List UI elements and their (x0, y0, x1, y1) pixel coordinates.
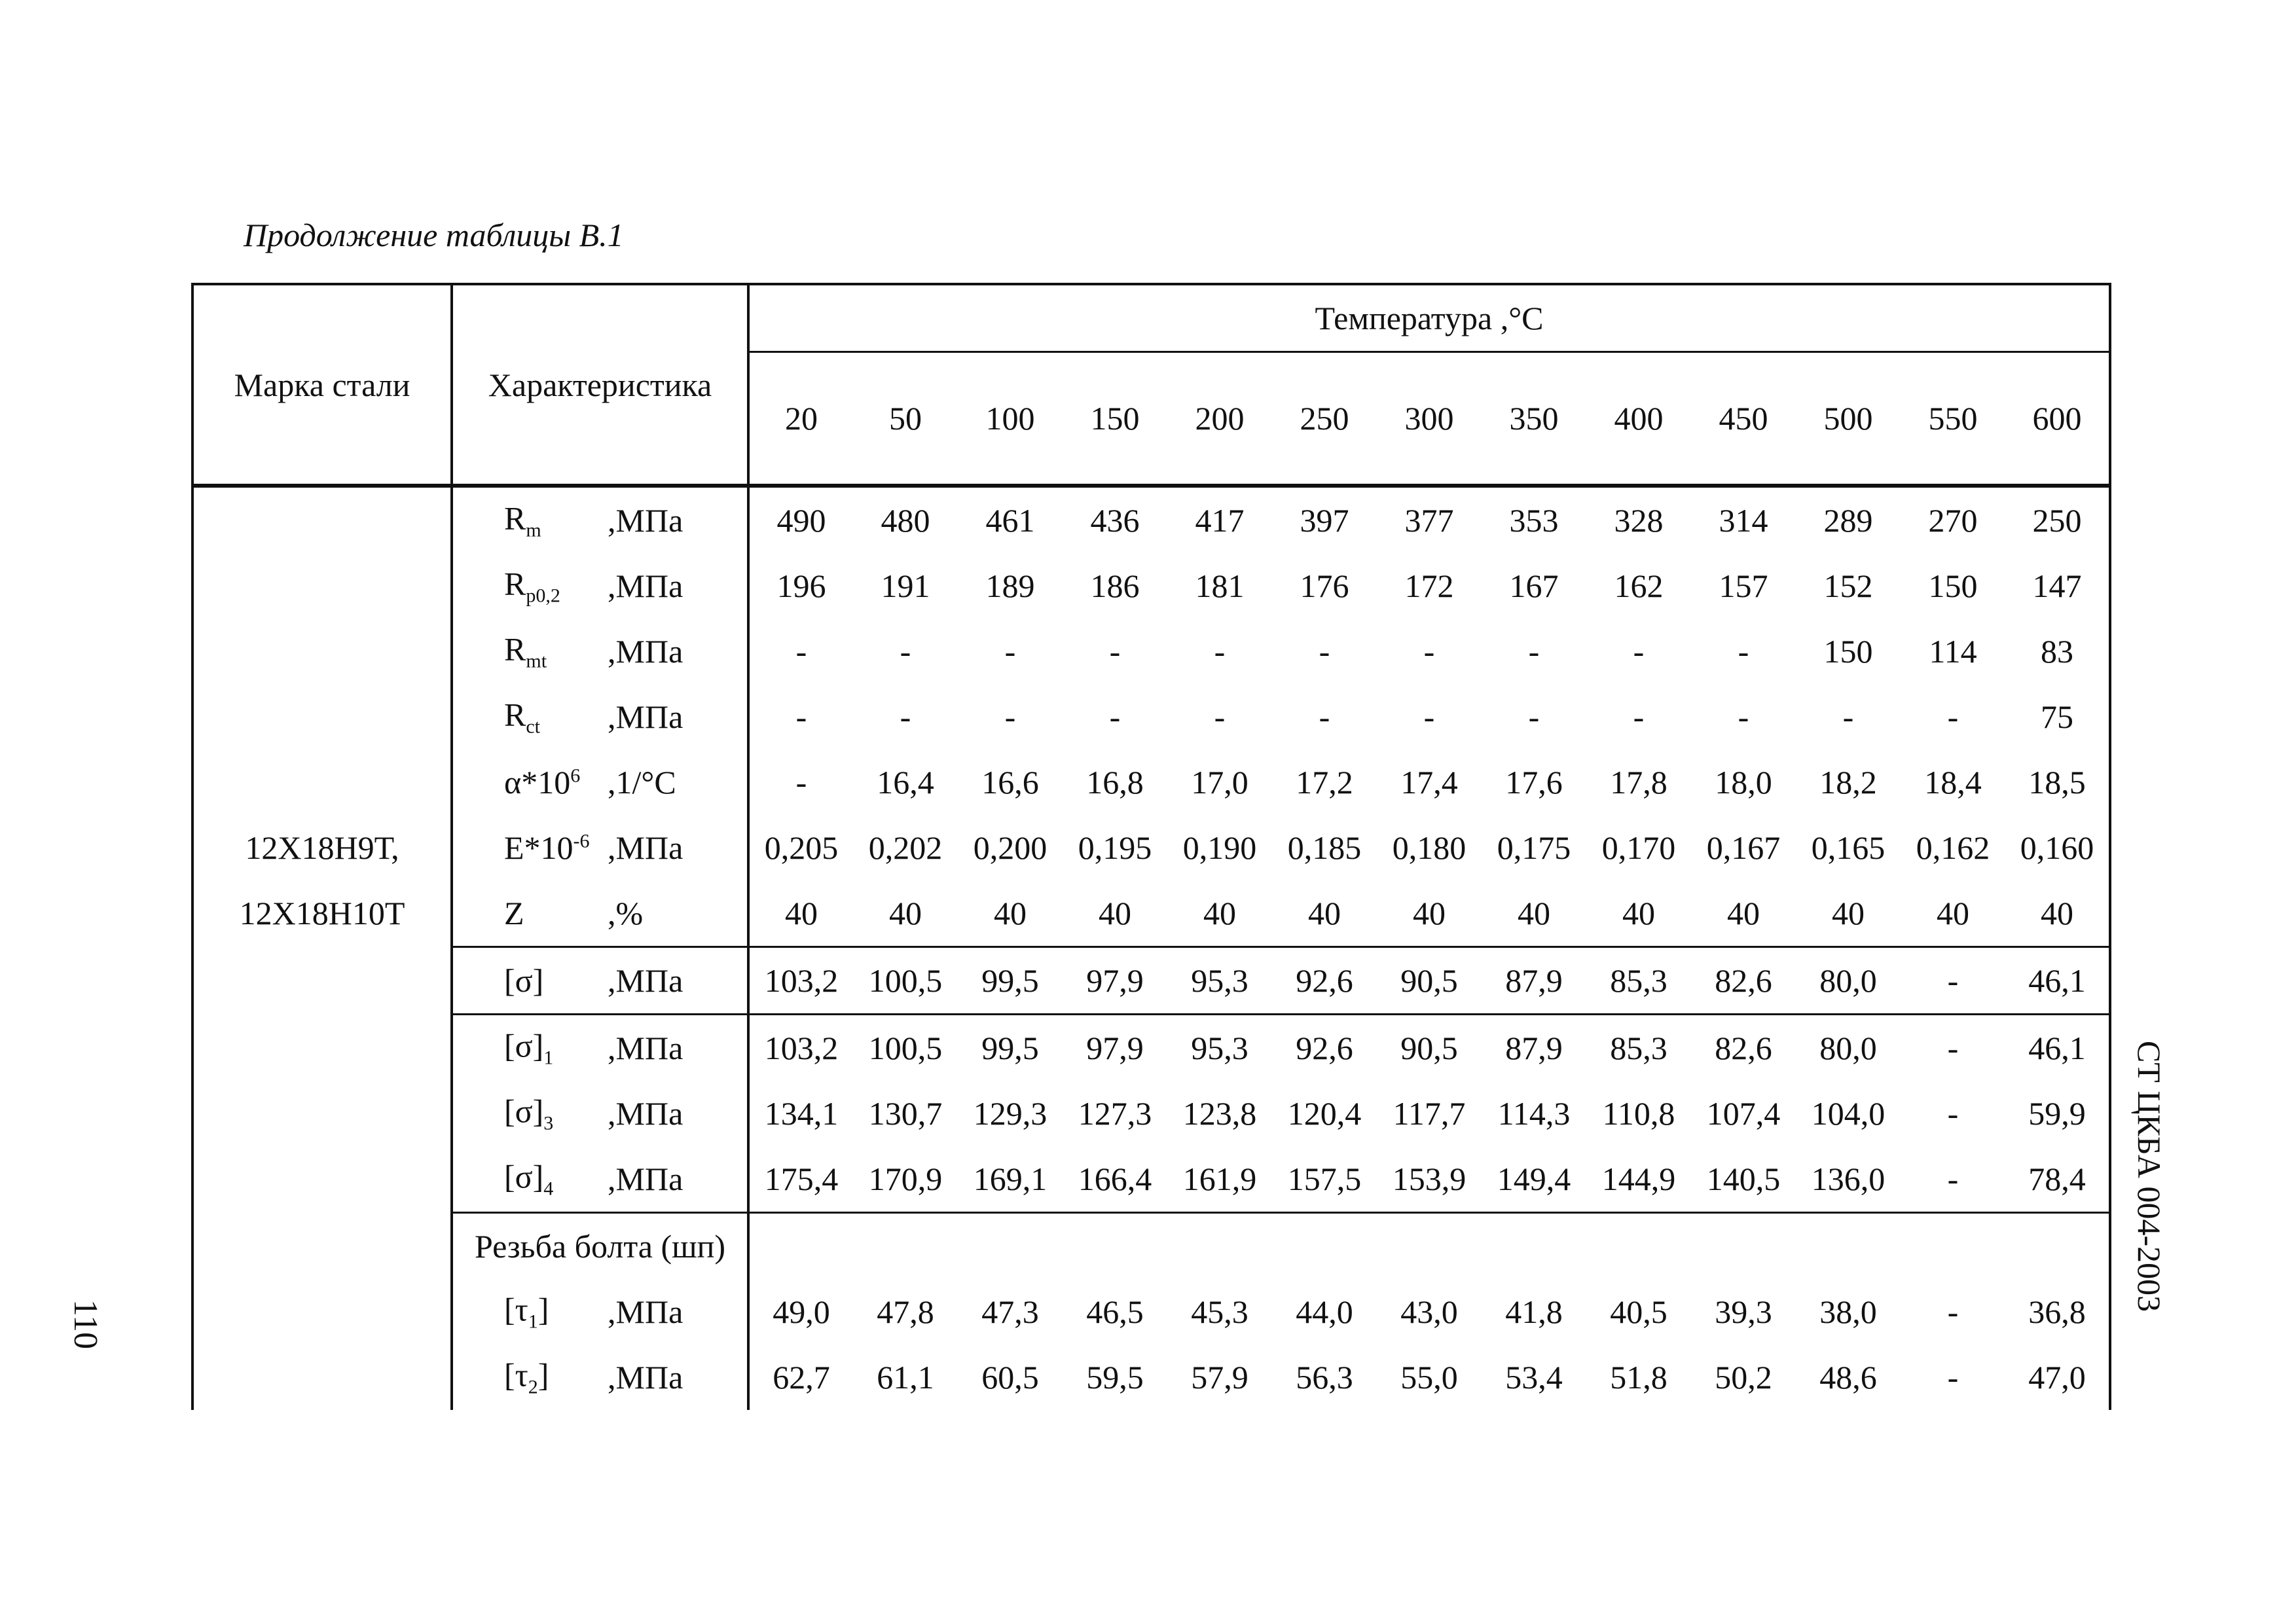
value-cell: 62,7 (773, 1359, 830, 1396)
value-cell: - (1901, 1015, 2005, 1081)
value-cell: 97,9 (1063, 1015, 1167, 1081)
temperature-header: Температура ,°C (748, 284, 2110, 352)
value-cell: 136,0 (1811, 1161, 1886, 1197)
symbol-superscript: -6 (573, 830, 590, 852)
symbol-text: [σ] (504, 1027, 544, 1064)
characteristic-cell (453, 1146, 747, 1212)
empty-cell (748, 1213, 2110, 1280)
value-cell: 85,3 (1586, 947, 1691, 1015)
value-cell: 196 (776, 568, 826, 604)
value-cell: 161,9 (1182, 1161, 1257, 1197)
temp-cell: 50 (889, 400, 922, 437)
value-cell: - (1004, 698, 1016, 735)
value-cell: - (1738, 698, 1749, 735)
value-cell: 87,9 (1482, 1015, 1586, 1081)
value-cell: 87,9 (1482, 947, 1586, 1015)
symbol-text: Z (504, 895, 524, 931)
characteristic-td (452, 1344, 748, 1410)
value-cell: 47,0 (2005, 1344, 2110, 1410)
value-cell: 353 (1509, 502, 1559, 539)
symbol-text: R (504, 696, 526, 733)
value-cell: 17,0 (1191, 764, 1248, 801)
symbol-close: ] (538, 1291, 549, 1328)
characteristic-cell (453, 684, 747, 749)
symbol-text: [τ (504, 1356, 528, 1394)
table-row (192, 619, 2110, 684)
value-cell: 17,2 (1296, 764, 1353, 801)
value-cell: - (1109, 698, 1121, 735)
value-cell: 140,5 (1706, 1161, 1781, 1197)
value-cell: 100,5 (853, 1015, 958, 1081)
value-cell: 99,5 (958, 947, 1063, 1015)
value-cell: 175,4 (764, 1161, 839, 1197)
symbol-subscript: 2 (528, 1376, 538, 1398)
unit: ,МПа (608, 1095, 683, 1132)
value-cell: 61,1 (877, 1359, 934, 1396)
value-cell: 40 (1518, 895, 1550, 931)
value-cell: 103,2 (748, 1015, 853, 1081)
value-cell: 80,0 (1796, 1015, 1901, 1081)
value-cell: 0,160 (2005, 815, 2110, 880)
characteristic-cell (453, 553, 747, 619)
unit: ,МПа (608, 1030, 683, 1066)
value-cell: 47,8 (877, 1293, 934, 1330)
value-cell: 186 (1090, 568, 1140, 604)
value-cell: - (795, 633, 807, 670)
value-cell: - (1842, 698, 1854, 735)
table-row (192, 553, 2110, 619)
value-cell: 129,3 (973, 1095, 1048, 1132)
value-cell: 39,3 (1715, 1293, 1772, 1330)
temp-cell: 350 (1509, 400, 1559, 437)
characteristic-td (452, 815, 748, 880)
temp-cell: 300 (1404, 400, 1454, 437)
page-number: 110 (67, 1299, 104, 1350)
value-cell: - (1738, 633, 1749, 670)
value-cell: 40 (1622, 895, 1655, 931)
unit: ,1/°C (608, 764, 676, 801)
temp-cell: 150 (1090, 400, 1140, 437)
characteristic-td (452, 1279, 748, 1344)
unit: ,МПа (608, 502, 683, 539)
value-cell: 270 (1928, 502, 1978, 539)
value-cell: - (1004, 633, 1016, 670)
value-cell: 95,3 (1167, 947, 1272, 1015)
value-cell: 40 (2005, 880, 2110, 947)
document-code: СТ ЦКБА 004-2003 (2131, 1041, 2168, 1312)
value-cell: - (900, 698, 911, 735)
value-cell: 95,3 (1167, 1015, 1272, 1081)
value-cell: 75 (2005, 684, 2110, 749)
symbol-text: R (504, 565, 526, 602)
value-cell: 40 (1203, 895, 1236, 931)
value-cell: 90,5 (1377, 1015, 1482, 1081)
value-cell: 90,5 (1377, 947, 1482, 1015)
value-cell: 78,4 (2005, 1146, 2110, 1213)
value-cell: 152 (1823, 568, 1873, 604)
unit: ,% (608, 895, 644, 931)
value-cell: - (1528, 698, 1540, 735)
symbol-text: [σ] (504, 1158, 544, 1195)
symbol-subscript: 1 (543, 1047, 554, 1069)
characteristic-td (452, 619, 748, 684)
value-cell: 82,6 (1691, 1015, 1796, 1081)
symbol-subscript: ct (526, 715, 541, 738)
value-cell: 314 (1719, 502, 1768, 539)
symbol (504, 894, 524, 932)
value-cell: 49,0 (773, 1293, 830, 1330)
value-cell: 436 (1090, 502, 1140, 539)
symbol-subscript: mt (526, 650, 547, 672)
table-row (192, 749, 2110, 815)
value-cell: 40 (1413, 895, 1446, 931)
value-cell: 46,1 (2005, 1015, 2110, 1081)
value-cell: 99,5 (958, 1015, 1063, 1081)
symbol-subscript: 1 (528, 1310, 538, 1333)
characteristic-td (452, 1081, 748, 1146)
value-cell: 17,6 (1505, 764, 1563, 801)
bolt-thread-label: Резьба болта (шп) (452, 1213, 748, 1280)
temp-cell: 450 (1719, 400, 1768, 437)
value-cell: 59,9 (2005, 1081, 2110, 1146)
table-row (192, 1344, 2110, 1410)
value-cell: 82,6 (1691, 947, 1796, 1015)
value-cell: - (1214, 633, 1226, 670)
table-caption: Продолжение таблицы В.1 (244, 217, 624, 253)
value-cell: 127,3 (1078, 1095, 1152, 1132)
value-cell: 0,180 (1392, 829, 1467, 866)
value-cell: 100,5 (853, 947, 958, 1015)
value-cell: - (1947, 1161, 1959, 1197)
value-cell: 169,1 (973, 1161, 1048, 1197)
value-cell: 40,5 (1610, 1293, 1667, 1330)
value-cell: - (795, 764, 807, 801)
table-row (192, 947, 2110, 1015)
value-cell: 97,9 (1063, 947, 1167, 1015)
symbol-text: E*10 (504, 829, 574, 866)
symbol (504, 1092, 553, 1135)
value-cell: 328 (1614, 502, 1664, 539)
value-cell: 157,5 (1287, 1161, 1362, 1197)
symbol-text: [σ] (504, 1092, 544, 1130)
value-cell: 85,3 (1586, 1015, 1691, 1081)
value-cell: - (1633, 633, 1645, 670)
value-cell: 40 (1727, 895, 1760, 931)
value-cell: 41,8 (1505, 1293, 1563, 1330)
value-cell: 92,6 (1272, 1015, 1377, 1081)
value-cell: 134,1 (764, 1095, 839, 1132)
value-cell: 107,4 (1706, 1095, 1781, 1132)
value-cell: 461 (985, 502, 1035, 539)
steel-grade-line: 12Х18Н10Т (239, 895, 405, 931)
value-cell: 50,2 (1715, 1359, 1772, 1396)
value-cell: 0,175 (1497, 829, 1571, 866)
value-cell: - (1528, 633, 1540, 670)
symbol-text: R (504, 499, 526, 537)
symbol-text: R (504, 630, 526, 668)
value-cell: 36,8 (2005, 1279, 2110, 1344)
value-cell: 46,1 (2005, 947, 2110, 1015)
temp-cell: 20 (785, 400, 818, 437)
value-cell: 92,6 (1272, 947, 1377, 1015)
symbol-subscript: 3 (543, 1112, 554, 1134)
value-cell: 0,202 (868, 829, 943, 866)
symbol (504, 1027, 553, 1070)
temp-cell: 400 (1614, 400, 1664, 437)
symbol-subscript: 4 (543, 1178, 554, 1200)
symbol-subscript: p0,2 (526, 585, 560, 607)
value-cell: 16,8 (1086, 764, 1144, 801)
value-cell: - (1214, 698, 1226, 735)
symbol-text: [τ (504, 1291, 528, 1328)
value-cell: 38,0 (1819, 1293, 1877, 1330)
symbol (504, 1356, 549, 1399)
value-cell: 0,190 (1182, 829, 1257, 866)
steel-grade (194, 488, 450, 946)
symbol-superscript: 6 (570, 765, 581, 787)
value-cell: 44,0 (1296, 1293, 1353, 1330)
symbol (504, 1158, 553, 1200)
table-row (192, 1081, 2110, 1146)
characteristic-td (452, 553, 748, 619)
value-cell: 114 (1929, 633, 1977, 670)
value-cell: 0,200 (973, 829, 1048, 866)
value-cell: 170,9 (868, 1161, 943, 1197)
characteristic-td (452, 486, 748, 553)
value-cell: 120,4 (1287, 1095, 1362, 1132)
characteristic-cell (453, 1279, 747, 1344)
characteristic-td (452, 684, 748, 749)
symbol-text: α*10 (504, 764, 571, 801)
unit: ,МПа (608, 1359, 683, 1396)
steel-grade-cell (192, 486, 452, 1410)
value-cell: 16,6 (981, 764, 1039, 801)
symbol (504, 630, 547, 673)
value-cell: 59,5 (1086, 1359, 1144, 1396)
temp-cell: 600 (2005, 352, 2110, 486)
symbol (504, 565, 560, 607)
characteristic-cell (453, 1344, 747, 1410)
value-cell: 18,4 (1924, 764, 1982, 801)
characteristic-cell (453, 880, 747, 946)
value-cell: 40 (1832, 895, 1865, 931)
value-cell: 0,162 (1916, 829, 1990, 866)
symbol (504, 763, 580, 801)
value-cell: 57,9 (1191, 1359, 1248, 1396)
value-cell: - (795, 698, 807, 735)
value-cell: 162 (1614, 568, 1664, 604)
value-cell: 147 (2005, 553, 2110, 619)
value-cell: 150 (1823, 633, 1873, 670)
symbol (504, 962, 543, 1000)
value-cell: 166,4 (1078, 1161, 1152, 1197)
value-cell: 250 (2005, 486, 2110, 553)
value-cell: 40 (1308, 895, 1341, 931)
value-cell: 43,0 (1400, 1293, 1458, 1330)
characteristic-cell (453, 488, 747, 553)
value-cell: 18,2 (1819, 764, 1877, 801)
value-cell: 46,5 (1086, 1293, 1144, 1330)
value-cell: 47,3 (981, 1293, 1039, 1330)
table-row (192, 815, 2110, 880)
characteristic-cell (453, 749, 747, 815)
symbol (504, 499, 541, 542)
value-cell: 157 (1719, 568, 1768, 604)
value-cell: - (1947, 1293, 1959, 1330)
value-cell: 181 (1195, 568, 1245, 604)
value-cell: 18,5 (2005, 749, 2110, 815)
characteristic-header: Характеристика (452, 284, 748, 486)
value-cell: 167 (1509, 568, 1559, 604)
unit: ,МПа (608, 568, 683, 604)
value-cell: 83 (2005, 619, 2110, 684)
value-cell: 40 (1099, 895, 1131, 931)
characteristic-td (452, 1015, 748, 1081)
characteristic-cell (453, 948, 747, 1013)
table-row (192, 486, 2110, 553)
value-cell: 51,8 (1610, 1359, 1667, 1396)
symbol-subscript: m (526, 519, 541, 541)
value-cell: 0,165 (1811, 829, 1886, 866)
value-cell: 123,8 (1182, 1095, 1257, 1132)
value-cell: 0,170 (1601, 829, 1676, 866)
temp-cell: 550 (1928, 400, 1978, 437)
value-cell: 144,9 (1601, 1161, 1676, 1197)
value-cell: 110,8 (1602, 1095, 1675, 1132)
value-cell: 48,6 (1819, 1359, 1877, 1396)
value-cell: 176 (1300, 568, 1349, 604)
value-cell: 0,185 (1287, 829, 1362, 866)
value-cell: 16,4 (877, 764, 934, 801)
table-row (192, 1279, 2110, 1344)
value-cell: 417 (1195, 502, 1245, 539)
value-cell: 189 (985, 568, 1035, 604)
value-cell: - (1319, 698, 1330, 735)
table-row (192, 1146, 2110, 1213)
value-cell: 0,195 (1078, 829, 1152, 866)
unit: ,МПа (608, 698, 683, 735)
value-cell: 149,4 (1497, 1161, 1571, 1197)
value-cell: 397 (1300, 502, 1349, 539)
value-cell: 117,7 (1393, 1095, 1466, 1132)
characteristic-td (452, 1146, 748, 1213)
characteristic-cell (453, 1081, 747, 1146)
value-cell: 60,5 (981, 1359, 1039, 1396)
value-cell: - (1109, 633, 1121, 670)
value-cell: 40 (889, 895, 922, 931)
value-cell: 103,2 (748, 947, 853, 1015)
symbol (504, 696, 540, 738)
temp-cell: 100 (985, 400, 1035, 437)
value-cell: - (1947, 698, 1959, 735)
table-row (192, 880, 2110, 947)
steel-grade-line: 12Х18Н9Т, (245, 829, 399, 866)
characteristic-td (452, 880, 748, 947)
value-cell: 18,0 (1715, 764, 1772, 801)
table-row (192, 684, 2110, 749)
value-cell: 40 (994, 895, 1027, 931)
value-cell: 104,0 (1811, 1095, 1886, 1132)
value-cell: 0,205 (764, 829, 839, 866)
value-cell: - (900, 633, 911, 670)
symbol (504, 829, 590, 867)
unit: ,МПа (608, 829, 683, 866)
symbol-text: [σ] (504, 962, 544, 999)
unit: ,МПа (608, 1293, 683, 1330)
characteristic-td (452, 749, 748, 815)
value-cell: 289 (1823, 502, 1873, 539)
value-cell: 45,3 (1191, 1293, 1248, 1330)
value-cell: 114,3 (1497, 1095, 1571, 1132)
value-cell: 55,0 (1400, 1359, 1458, 1396)
value-cell: 480 (881, 502, 930, 539)
value-cell: 191 (881, 568, 930, 604)
value-cell: - (1319, 633, 1330, 670)
value-cell: - (1633, 698, 1645, 735)
symbol (504, 1291, 549, 1333)
value-cell: - (1901, 947, 2005, 1015)
unit: ,МПа (608, 962, 683, 999)
value-cell: 490 (776, 502, 826, 539)
value-cell: - (1423, 698, 1435, 735)
characteristic-cell (453, 815, 747, 880)
value-cell: 377 (1404, 502, 1454, 539)
value-cell: 80,0 (1796, 947, 1901, 1015)
value-cell: 17,4 (1400, 764, 1458, 801)
table-row (192, 1213, 2110, 1280)
value-cell: 153,9 (1392, 1161, 1467, 1197)
value-cell: - (1947, 1359, 1959, 1396)
value-cell: 40 (1937, 895, 1969, 931)
table-row (192, 1015, 2110, 1081)
temp-cell: 200 (1195, 400, 1245, 437)
unit: ,МПа (608, 633, 683, 670)
grade-header: Марка стали (192, 284, 452, 486)
value-cell: 172 (1404, 568, 1454, 604)
unit: ,МПа (608, 1161, 683, 1197)
value-cell: - (1423, 633, 1435, 670)
value-cell: 17,8 (1610, 764, 1667, 801)
value-cell: 56,3 (1296, 1359, 1353, 1396)
symbol-close: ] (538, 1356, 549, 1394)
characteristic-cell (453, 1015, 747, 1081)
value-cell: 40 (785, 895, 818, 931)
characteristic-cell (453, 619, 747, 684)
value-cell: - (1947, 1095, 1959, 1132)
value-cell: 130,7 (868, 1095, 943, 1132)
value-cell: 0,167 (1706, 829, 1781, 866)
value-cell: 53,4 (1505, 1359, 1563, 1396)
temp-cell: 250 (1300, 400, 1349, 437)
properties-table (191, 283, 2111, 1410)
temp-cell: 500 (1823, 400, 1873, 437)
characteristic-td (452, 947, 748, 1015)
value-cell: 150 (1928, 568, 1978, 604)
